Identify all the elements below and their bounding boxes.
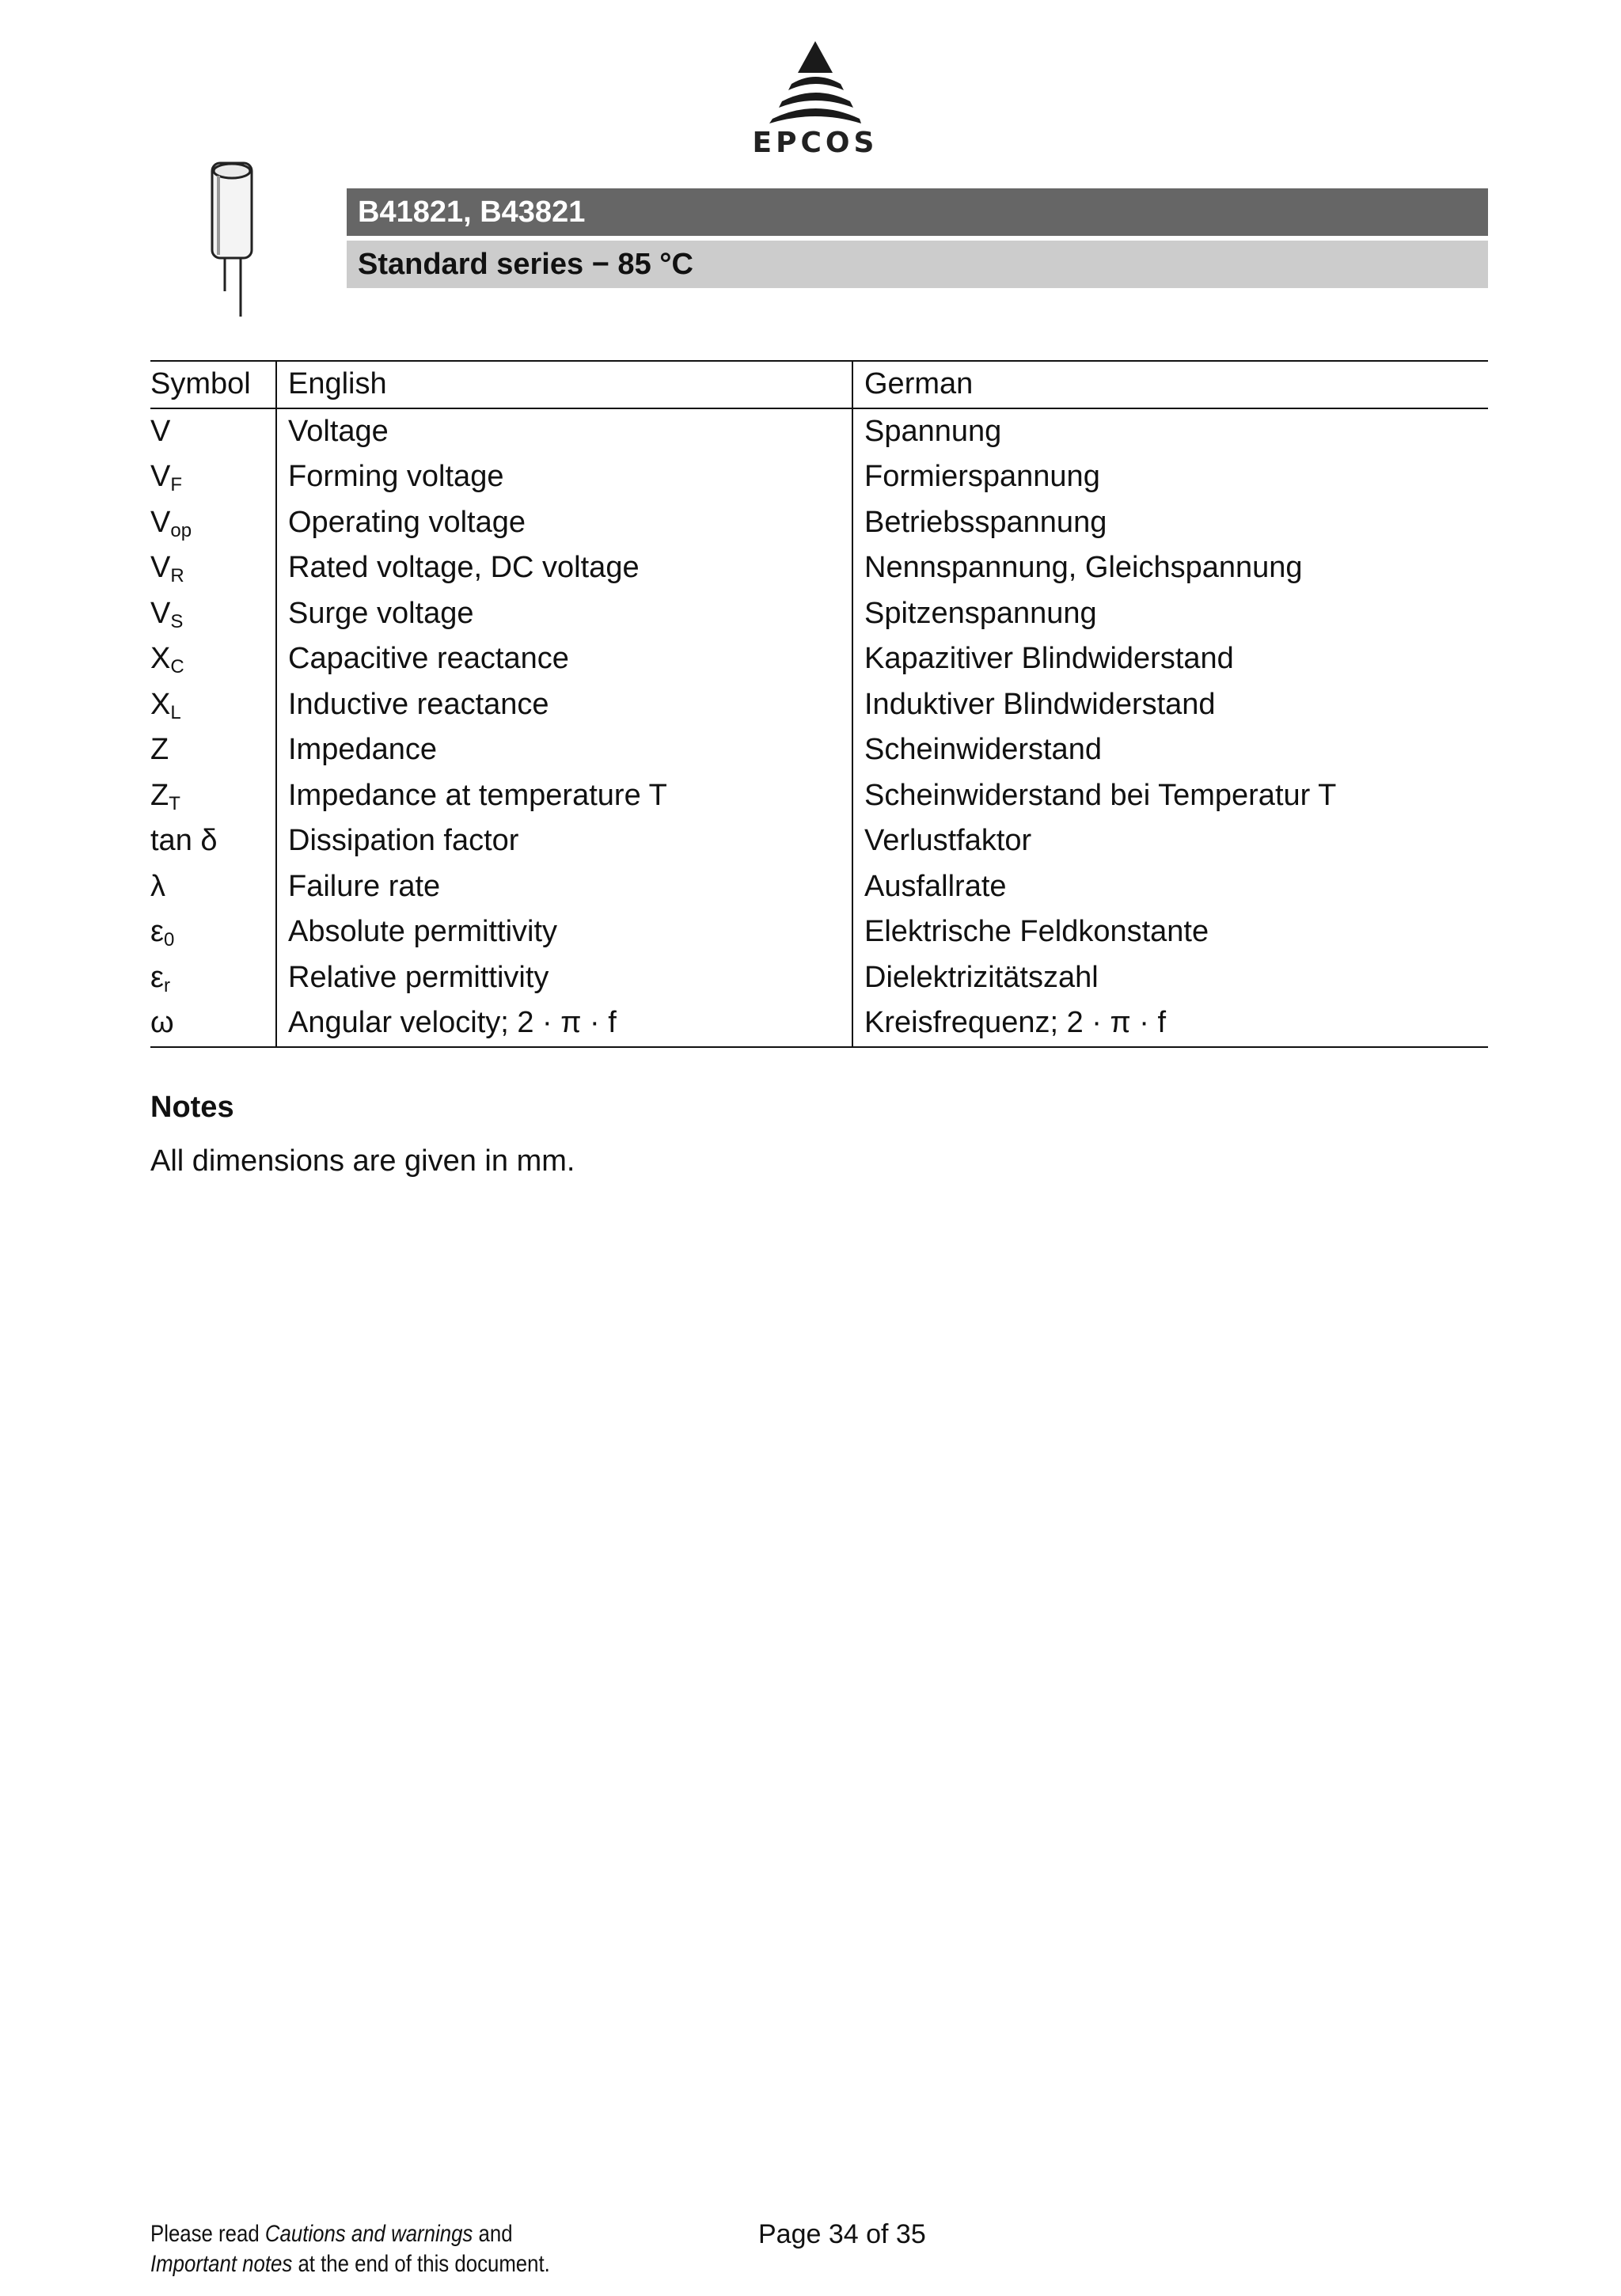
table-row — [150, 773, 1488, 819]
english-cell: Angular velocity; 2 · π · f — [276, 1000, 852, 1047]
header-german: German — [852, 361, 1488, 408]
footer-line2-post: at the end of this document. — [292, 2251, 550, 2277]
symbol-main: ε — [150, 960, 164, 994]
table-row — [150, 818, 1488, 864]
epcos-logo — [744, 38, 886, 165]
table-row — [150, 454, 1488, 500]
symbol-subscript: 0 — [163, 929, 175, 951]
german-cell: Dielektrizitätszahl — [864, 960, 1099, 994]
symbol-subscript: C — [170, 656, 184, 677]
table-header-row — [150, 361, 1488, 408]
english-cell: Operating voltage — [276, 500, 852, 546]
english-cell: Rated voltage, DC voltage — [276, 545, 852, 591]
symbol-main: X — [150, 687, 171, 721]
german-cell: Scheinwiderstand — [864, 733, 1102, 766]
english-cell: Impedance at temperature T — [276, 773, 852, 819]
german-cell: Ausfallrate — [864, 869, 1007, 903]
german-cell: Induktiver Blindwiderstand — [864, 687, 1216, 721]
notes-text: All dimensions are given in mm. — [150, 1144, 575, 1178]
symbol-main: V — [150, 596, 171, 630]
logo-text: EPCOS — [752, 127, 879, 159]
symbol-main: V — [150, 505, 171, 539]
epcos-triangle-logo-icon — [768, 38, 863, 125]
german-cell: Scheinwiderstand bei Temperatur T — [864, 778, 1337, 812]
symbol-main: V — [150, 460, 171, 493]
symbol-subscript: r — [163, 974, 170, 996]
header-english: English — [276, 361, 852, 408]
symbol-table — [150, 360, 1488, 1048]
symbol-cell — [150, 818, 276, 864]
symbol-main: ε — [150, 915, 164, 948]
symbol-cell — [150, 500, 276, 546]
symbol-cell — [150, 454, 276, 500]
important-notes-link: Important notes — [150, 2251, 293, 2277]
footer-line1-pre: Please read — [150, 2221, 265, 2247]
english-cell: Dissipation factor — [276, 818, 852, 864]
symbol-cell — [150, 1000, 276, 1047]
english-cell: Absolute permittivity — [276, 909, 852, 955]
symbol-main: λ — [150, 869, 165, 903]
table-row — [150, 955, 1488, 1001]
english-cell: Inductive reactance — [276, 682, 852, 728]
symbol-subscript: F — [170, 474, 183, 495]
table-row — [150, 864, 1488, 910]
symbol-subscript: T — [169, 792, 180, 814]
symbol-cell — [150, 545, 276, 591]
symbol-main: X — [150, 642, 171, 675]
german-cell: Kapazitiver Blindwiderstand — [864, 642, 1234, 675]
german-cell: Nennspannung, Gleichspannung — [864, 551, 1303, 584]
german-cell: Spitzenspannung — [864, 596, 1097, 630]
part-number-bar: B41821, B43821 — [347, 188, 1488, 236]
english-cell: Impedance — [276, 727, 852, 773]
table-row — [150, 591, 1488, 637]
english-cell: Surge voltage — [276, 591, 852, 637]
cautions-link: Cautions and warnings — [264, 2221, 473, 2247]
english-cell: Capacitive reactance — [276, 636, 852, 682]
symbol-main: Z — [150, 778, 169, 812]
symbol-main: V — [150, 551, 171, 584]
english-cell: Relative permittivity — [276, 955, 852, 1001]
symbol-cell — [150, 408, 276, 455]
header-symbol: Symbol — [150, 361, 276, 408]
page-number: Page 34 of 35 — [758, 2219, 926, 2249]
german-cell: Verlustfaktor — [864, 824, 1032, 857]
symbol-subscript: L — [170, 701, 181, 723]
symbol-main: Z — [150, 733, 169, 766]
german-cell: Formierspannung — [864, 460, 1100, 493]
symbol-subscript: R — [170, 565, 184, 586]
symbol-cell — [150, 864, 276, 910]
symbol-cell — [150, 636, 276, 682]
footer-cautions-note — [150, 2219, 550, 2279]
table-row — [150, 636, 1488, 682]
symbol-main: V — [150, 414, 171, 448]
footer-line1-post: and — [473, 2221, 513, 2247]
english-cell: Voltage — [276, 408, 852, 455]
table-row — [150, 682, 1488, 728]
german-cell: Spannung — [864, 414, 1002, 448]
capacitor-icon — [203, 158, 258, 328]
notes-title: Notes — [150, 1091, 234, 1124]
table-row — [150, 909, 1488, 955]
symbol-cell — [150, 591, 276, 637]
table-row — [150, 545, 1488, 591]
table-row — [150, 727, 1488, 773]
symbol-cell — [150, 909, 276, 955]
symbol-cell — [150, 955, 276, 1001]
symbol-main: ω — [150, 1006, 174, 1039]
symbol-cell — [150, 682, 276, 728]
german-cell: Kreisfrequenz; 2 · π · f — [852, 1000, 1488, 1047]
table-row — [150, 1000, 1488, 1047]
german-cell: Betriebsspannung — [864, 505, 1107, 539]
english-cell: Forming voltage — [276, 454, 852, 500]
symbol-main: tan δ — [150, 824, 218, 857]
english-cell: Failure rate — [276, 864, 852, 910]
table-row — [150, 408, 1488, 455]
series-bar: Standard series − 85 °C — [347, 241, 1488, 288]
symbol-subscript: op — [170, 519, 192, 541]
german-cell: Elektrische Feldkonstante — [864, 915, 1209, 948]
symbol-cell — [150, 773, 276, 819]
symbol-subscript: S — [170, 610, 184, 632]
symbol-cell — [150, 727, 276, 773]
table-body — [150, 408, 1488, 1047]
table-row — [150, 500, 1488, 546]
